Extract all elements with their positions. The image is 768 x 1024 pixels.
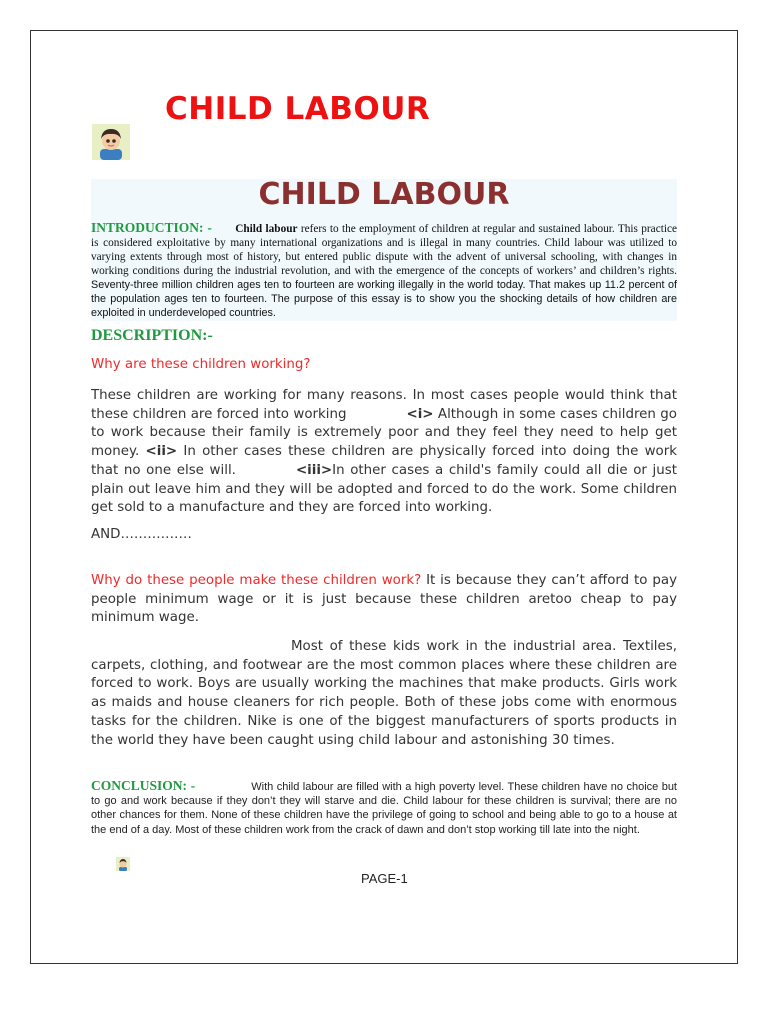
paragraph-industries (91, 638, 677, 750)
question-heading-2: Why do these people make these children work? (91, 573, 422, 588)
text-run: Although in some cases children go to work because their family is extremely poor and they feel they need to help get money. (91, 406, 677, 460)
paragraph-wages (91, 572, 677, 628)
and-text: AND……………. (91, 527, 192, 542)
introduction-text: refers to the employment of children at regular and sustained labour. This practice is considered exploitative by many international organizations and is illegal in many countries. Child labour was utilized to varying extents through most of history, but entered public dispute with the advent of universal schooling, with changes in working conditions during the industrial revolution, and with the emergence of the concepts of workers’ and children’s rights. (91, 223, 678, 277)
marker-ii: <ii> (145, 444, 178, 460)
introduction-paragraph (91, 221, 677, 320)
section-title: CHILD LABOUR (258, 177, 510, 212)
page-number: PAGE-1 (361, 871, 408, 886)
introduction-label: INTRODUCTION: - (91, 220, 212, 235)
conclusion-text: With child labour are filled with a high poverty level. These children have no choice but to go and work because if they don’t they will starve and die. Child labour for these children is survival; there are no other chances for them. None of these children have the privilege of going to school and being able to go to a house at the end of a day. Most of these children work from the crack of dawn and don’t stop working till late into the night. (91, 781, 677, 836)
child-labour-term: Child labour (235, 223, 298, 235)
small-child-avatar-icon (116, 857, 130, 871)
document-page (30, 30, 738, 964)
child-avatar-icon (92, 124, 130, 160)
introduction-text-2: Seventy-three million children ages ten to fourteen are working illegally in the world today. That makes up 11.2 percent of the population ages ten to fourteen. The purpose of this essay is to show you the shocking details of how children are exploited in underdeveloped countries. (91, 279, 677, 319)
paragraph-reasons (91, 387, 677, 518)
marker-i: <i> (406, 406, 434, 422)
description-heading: DESCRIPTION:- (91, 327, 213, 344)
text-run: Most of these kids work in the industrial area. Textiles, carpets, clothing, and footwear are the most common places where these children are forced to work. Boys are usually working the machines that make products. Girls work as maids and house cleaners for rich people. Both of these jobs come with enormous tasks for the children. Nike is one of the biggest manufacturers of sports products in the world they have been caught using child labour and astonishing 30 times. (91, 639, 677, 748)
text-run: It is because they can’t afford to pay people minimum wage or it is just because these children aretoo cheap to pay minimum wage. (91, 573, 677, 626)
marker-iii: <iii> (295, 462, 333, 478)
text-run: In other cases a child's family could all die or just plain out leave him and they will be adopted and forced to do the work. Some children get sold to a manufacture and they are forced into working. (91, 462, 677, 516)
text-run: These children are working for many reasons. In most cases people would think that these children are forced into working (91, 388, 677, 422)
page-title: CHILD LABOUR (165, 91, 431, 127)
conclusion-label: CONCLUSION: - (91, 778, 196, 793)
conclusion-paragraph (91, 779, 677, 837)
text-run: In other cases these children are physically forced into doing the work that no one else will. (91, 444, 677, 478)
question-heading: Why are these children working? (91, 357, 311, 372)
